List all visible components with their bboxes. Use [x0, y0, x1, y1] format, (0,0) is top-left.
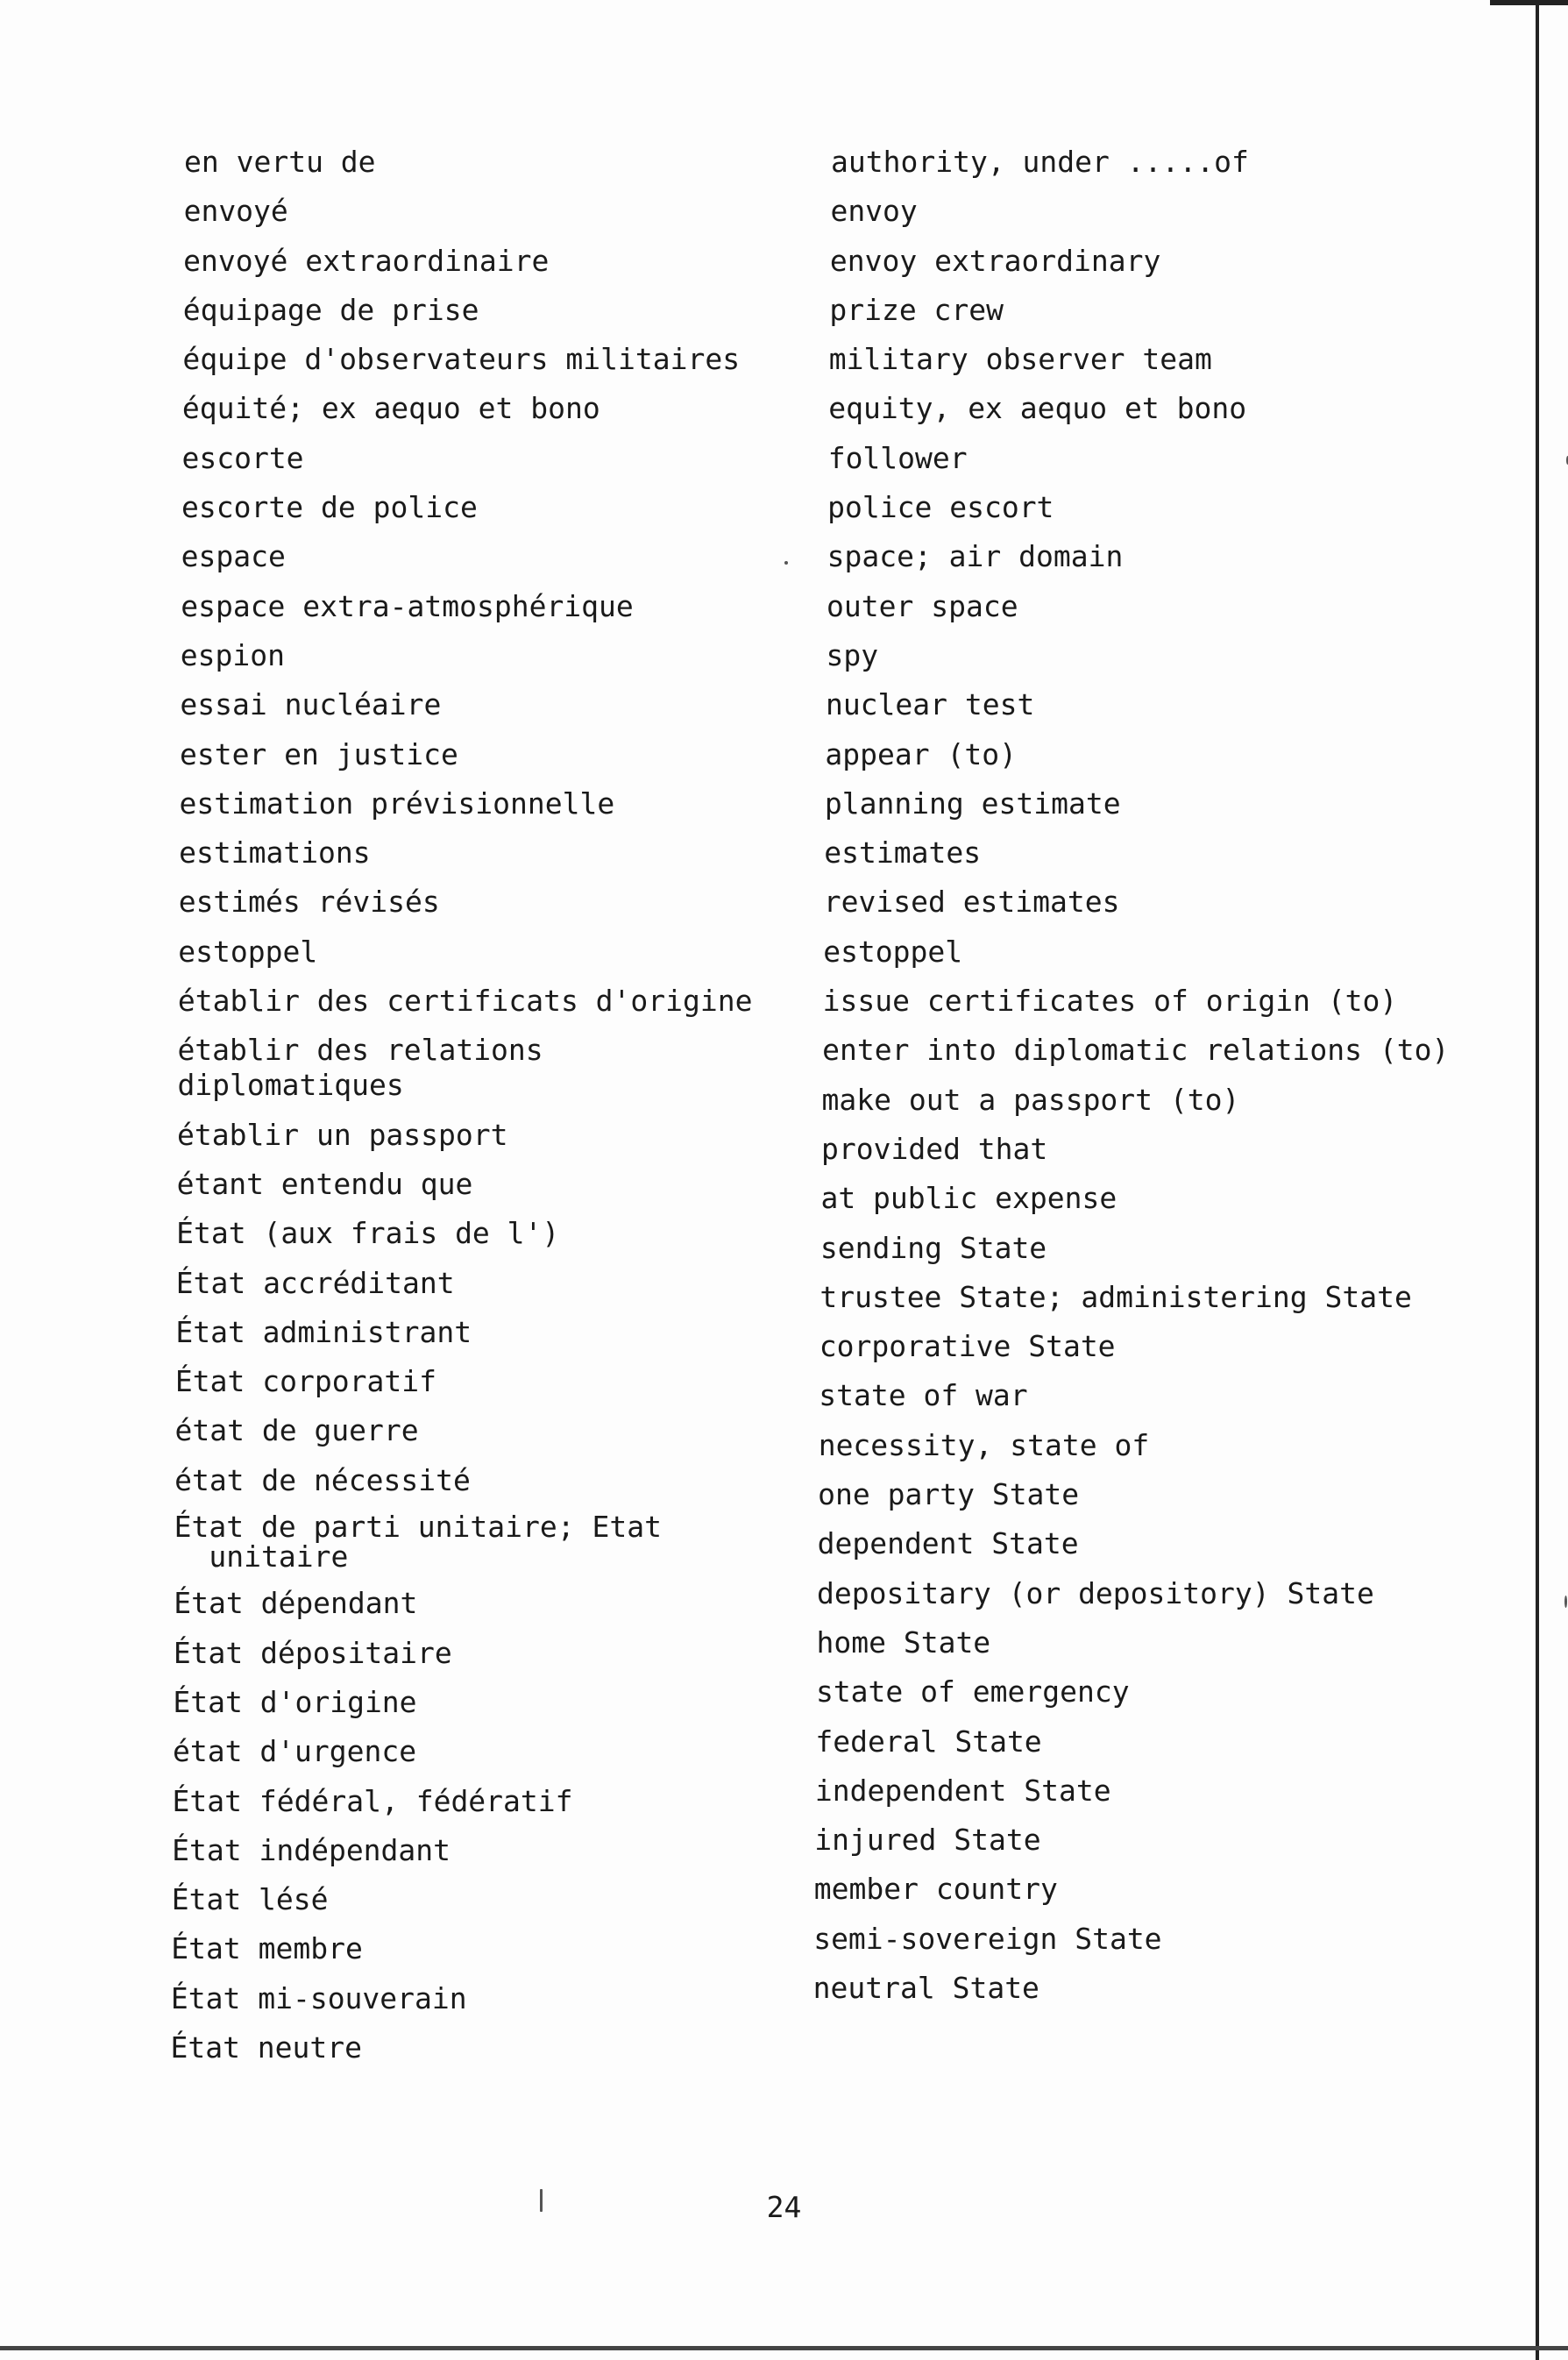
french-term: état de nécessité: [174, 1462, 471, 1497]
english-term: provided that: [821, 1131, 1048, 1166]
english-term: enter into diplomatic relations (to): [822, 1033, 1450, 1068]
french-term: estimation prévisionnelle: [179, 785, 615, 821]
english-term: sending State: [819, 1230, 1047, 1265]
english-term: state of war: [819, 1378, 1028, 1413]
french-term: État fédéral, fédératif: [172, 1783, 573, 1818]
french-term: État mi-souverain: [170, 1980, 467, 2015]
scan-speck: [1564, 1596, 1567, 1608]
english-term: equity, ex aequo et bono: [828, 391, 1247, 426]
english-term: independent State: [814, 1773, 1111, 1808]
english-term: space; air domain: [827, 539, 1124, 574]
english-term: necessity, state of: [818, 1427, 1150, 1462]
french-terms-column: [170, 145, 780, 2079]
french-term: état d'urgence: [172, 1734, 417, 1769]
french-term: espion: [180, 637, 286, 672]
english-term: police escort: [827, 490, 1054, 525]
english-term: issue certificates of origin (to): [822, 984, 1398, 1019]
french-term: escorte de police: [181, 490, 478, 525]
english-term: dependent State: [817, 1526, 1079, 1561]
french-term: espace extra-atmosphérique: [181, 588, 634, 623]
french-term: estimés révisés: [178, 885, 440, 920]
french-term: État (aux frais de l'): [176, 1216, 560, 1251]
english-term: military observer team: [828, 342, 1212, 377]
french-term: établir des certificats d'origine: [177, 984, 753, 1019]
french-term: estimations: [179, 835, 371, 871]
french-term: estoppel: [178, 934, 318, 969]
french-term: État dépositaire: [173, 1635, 452, 1670]
french-term: envoyé: [183, 194, 288, 229]
french-term: État de parti unitaire; Etat unitaire: [174, 1510, 662, 1575]
french-term: établir des relations diplomatiques: [177, 1033, 561, 1103]
french-term: escorte: [181, 440, 304, 475]
english-terms-column: [812, 145, 1462, 2020]
english-term: prize crew: [829, 292, 1004, 327]
english-term: planning estimate: [824, 785, 1121, 821]
english-term: follower: [827, 440, 968, 475]
french-term: ester en justice: [179, 736, 458, 771]
french-term: État administrant: [175, 1314, 472, 1349]
english-term: depositary (or depository) State: [817, 1575, 1374, 1610]
french-term: état de guerre: [174, 1413, 419, 1448]
english-term: trustee State; administering State: [819, 1279, 1412, 1314]
french-term: État membre: [171, 1931, 363, 1966]
english-term: outer space: [827, 588, 1018, 623]
english-term: state of emergency: [815, 1674, 1130, 1710]
french-term: État d'origine: [173, 1684, 417, 1719]
french-term: État accréditant: [175, 1265, 455, 1300]
english-term: make out a passport (to): [821, 1082, 1240, 1117]
english-term: spy: [826, 637, 879, 672]
english-term: injured State: [814, 1823, 1041, 1858]
french-term: équité; ex aequo et bono: [181, 391, 600, 426]
english-term: envoy extraordinary: [829, 243, 1161, 278]
french-term: État neutre: [170, 2029, 363, 2065]
english-term: corporative State: [819, 1329, 1116, 1364]
french-term: étant entendu que: [176, 1166, 473, 1201]
english-term: home State: [816, 1624, 991, 1660]
english-term: appear (to): [825, 736, 1017, 771]
french-term: espace: [181, 539, 286, 574]
english-term: at public expense: [820, 1181, 1117, 1216]
french-term: essai nucléaire: [180, 687, 442, 722]
french-term: équipage de prise: [182, 292, 479, 327]
french-term: État indépendant: [172, 1832, 451, 1867]
french-term: État corporatif: [174, 1364, 436, 1399]
english-term: estimates: [824, 835, 982, 871]
english-term: semi-sovereign State: [813, 1921, 1162, 1956]
french-term: en vertu de: [184, 145, 376, 179]
english-term: envoy: [830, 194, 918, 229]
french-term: État lésé: [171, 1882, 329, 1917]
english-term: neutral State: [812, 1970, 1039, 2005]
english-term: member country: [813, 1872, 1058, 1907]
page-number: 24: [766, 2190, 802, 2224]
english-term: authority, under .....of: [831, 145, 1249, 179]
english-term: revised estimates: [823, 885, 1120, 920]
french-term: établir un passport: [177, 1117, 508, 1152]
french-term: équipe d'observateurs militaires: [182, 342, 741, 377]
french-term: envoyé extraordinaire: [183, 243, 550, 278]
english-term: estoppel: [823, 934, 963, 969]
french-term: État dépendant: [174, 1586, 418, 1621]
scan-speck: [540, 2189, 543, 2212]
scan-speck: [784, 561, 788, 565]
english-term: nuclear test: [825, 687, 1035, 722]
english-term: federal State: [815, 1724, 1042, 1759]
scan-edge-bottom: [0, 2346, 1568, 2350]
scan-edge-right: [1536, 0, 1539, 2360]
scan-edge-top: [1490, 0, 1568, 5]
english-term: one party State: [818, 1477, 1080, 1512]
